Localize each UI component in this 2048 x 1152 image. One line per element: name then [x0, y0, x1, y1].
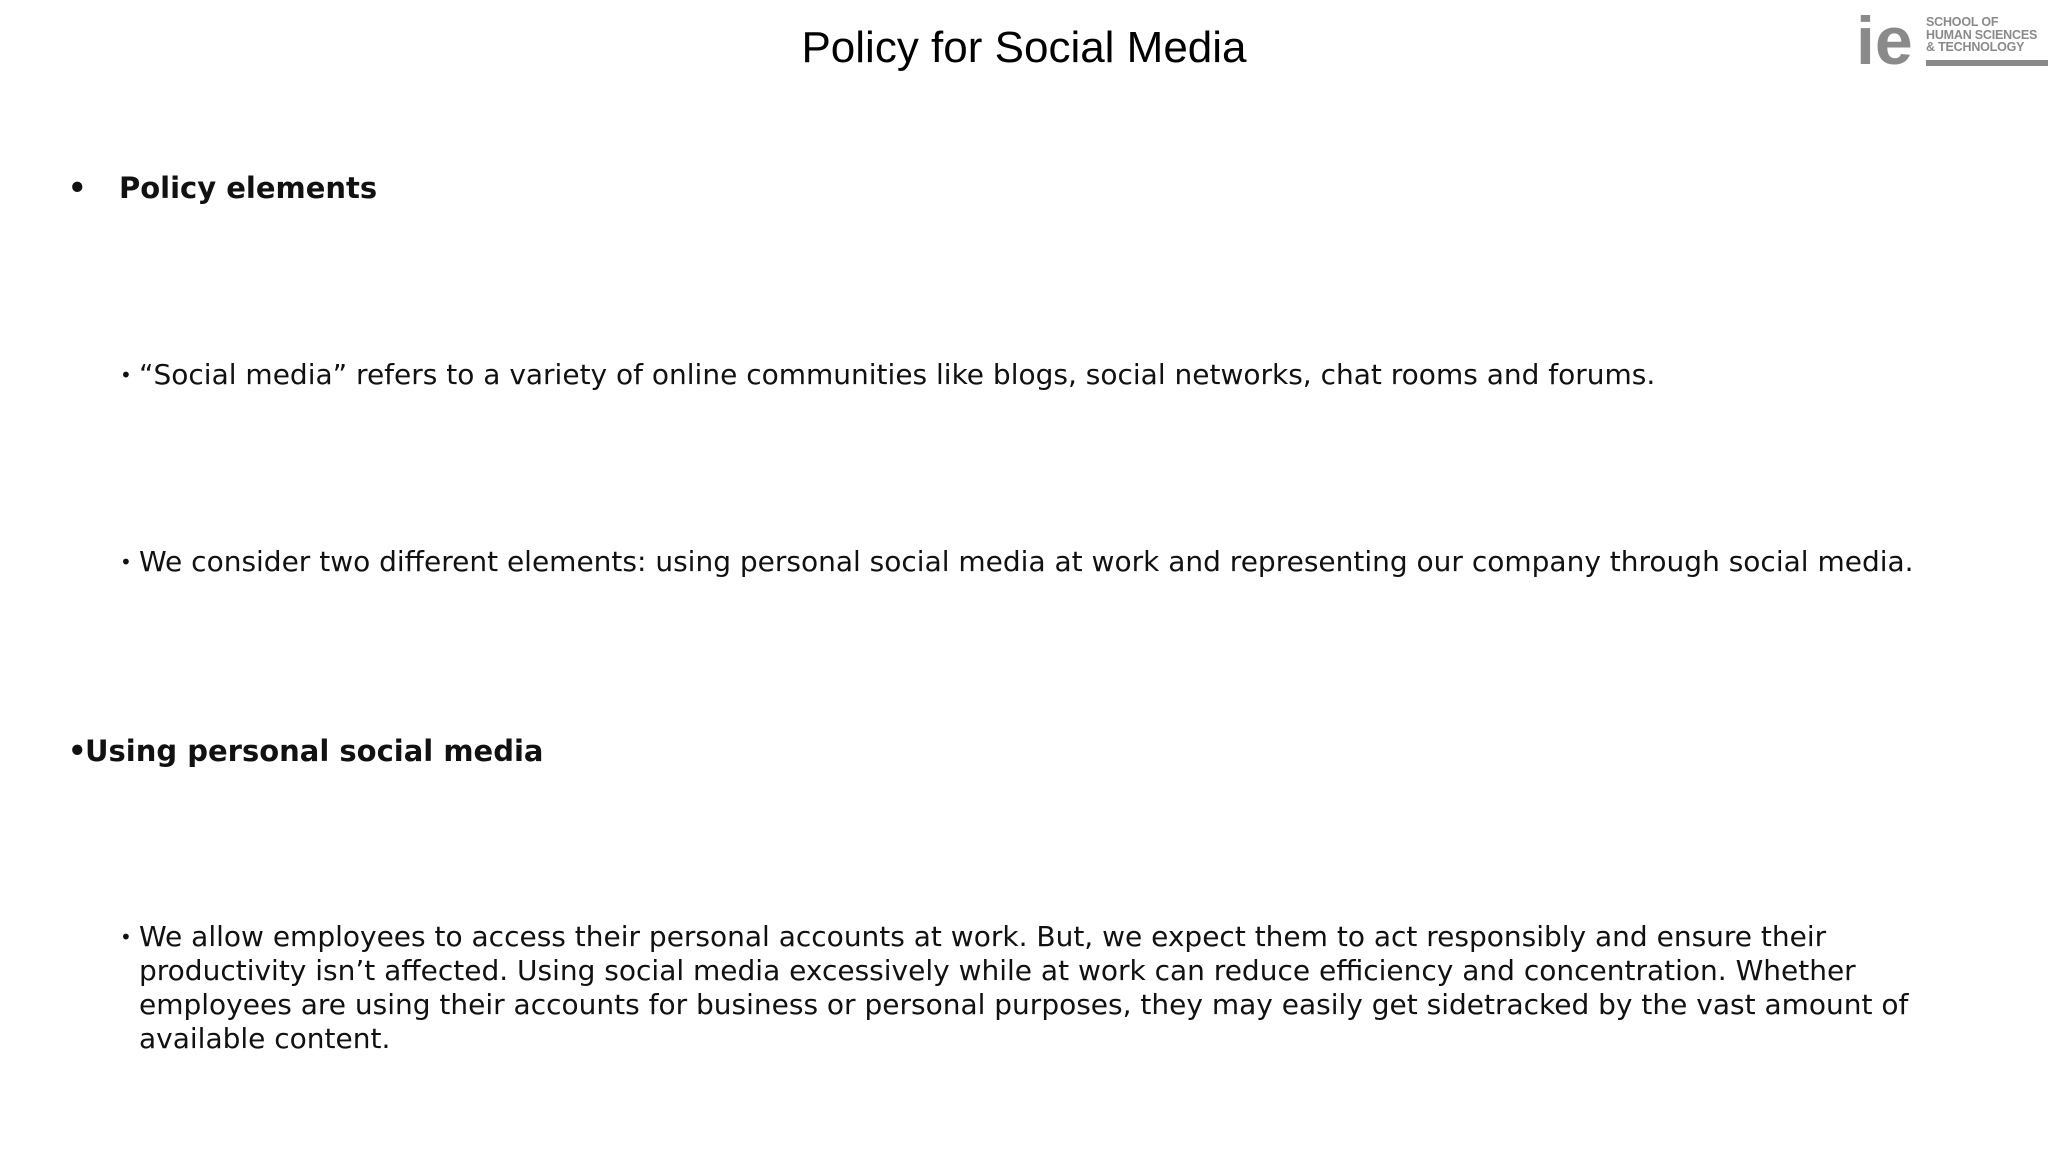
- logo-underline: [1926, 60, 2048, 66]
- slide-title: Policy for Social Media: [801, 23, 1247, 72]
- logo-wordmark: [1926, 16, 2048, 54]
- logo-line-1: SCHOOL OF: [1926, 15, 1999, 29]
- logo-line-3: & TECHNOLOGY: [1926, 40, 2025, 54]
- list-item-text: “Social media” refers to a variety of online communities like blogs, social networks, chat rooms and forums.: [139, 358, 1656, 391]
- list-item-text: We consider two different elements: using personal social media at work and representing our company through social media.: [139, 545, 1914, 578]
- bullet-dot: •: [68, 171, 87, 205]
- school-logo: [1856, 2, 2048, 68]
- sub-bullet-dot: •: [120, 363, 132, 387]
- section-heading-text: Policy elements: [119, 171, 378, 205]
- list-item: [120, 920, 1920, 1060]
- logo-mark-text: ie: [1856, 3, 1913, 68]
- section-heading-using-personal-social-media: [66, 733, 766, 773]
- section-heading-policy-elements: [66, 170, 666, 210]
- bullet-dot: •: [68, 734, 87, 768]
- list-item: [120, 358, 2020, 394]
- list-item-text: We allow employees to access their personal accounts at work. But, we expect them to act responsibly and ensure their productivity isn’t affected. Using social media excessively while at work can reduce efficiency and concentration. Whether employees are using their accounts for business or personal purposes, they may easily get sidetracked by the vast amount of available content.: [139, 920, 1909, 1055]
- sub-bullet-dot: •: [120, 550, 132, 574]
- logo-line-2: HUMAN SCIENCES: [1926, 27, 2038, 42]
- section-heading-text: Using personal social media: [85, 734, 544, 768]
- sub-bullet-dot: •: [120, 925, 132, 949]
- list-item: [120, 545, 2020, 581]
- ie-logo-icon: [1856, 2, 1926, 68]
